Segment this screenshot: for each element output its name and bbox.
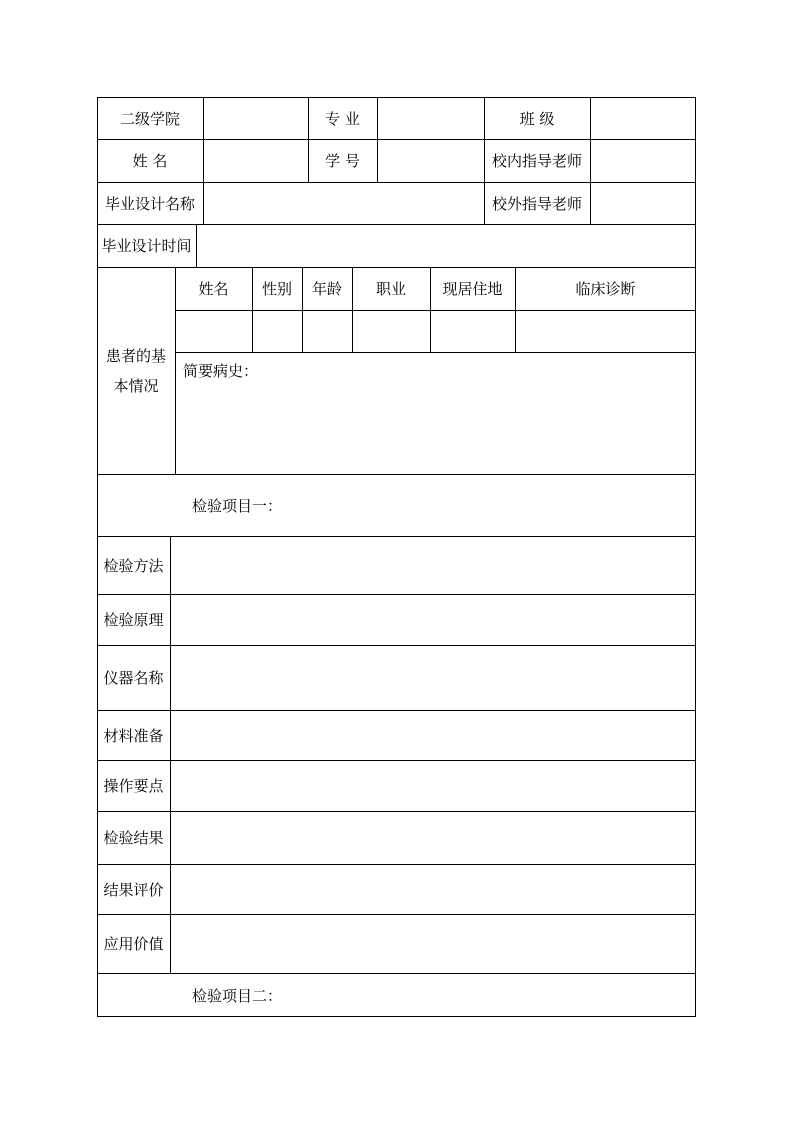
name-field[interactable]	[204, 140, 308, 182]
design-title-label: 毕业设计名称	[104, 194, 195, 213]
materials-field[interactable]	[171, 711, 696, 760]
method-field[interactable]	[171, 537, 696, 594]
patient-gender-field[interactable]	[253, 311, 302, 352]
field-label: 操作要点	[103, 777, 164, 795]
name-label: 姓 名	[132, 152, 168, 170]
principle-field[interactable]	[171, 595, 696, 645]
patient-diagnosis-field[interactable]	[516, 311, 696, 352]
patient-column-header: 职业	[375, 280, 406, 298]
patient-age-field[interactable]	[303, 311, 352, 352]
patient-column-header: 姓名	[198, 280, 229, 298]
patient-column-header: 现居住地	[442, 280, 503, 298]
student-id-label: 学 号	[325, 152, 360, 170]
patient-residence-field[interactable]	[431, 311, 515, 352]
design-time-label: 毕业设计时间	[101, 237, 192, 255]
patient-name-field[interactable]	[176, 311, 252, 352]
class-label: 班 级	[519, 109, 555, 128]
evaluation-field[interactable]	[171, 865, 696, 914]
history-label: 简要病史：	[183, 362, 259, 380]
major-label: 专 业	[325, 109, 360, 128]
patient-column-header: 临床诊断	[575, 280, 636, 298]
internal-advisor-label: 校内指导老师	[491, 152, 582, 170]
field-label: 结果评价	[103, 880, 164, 899]
external-advisor-label: 校外指导老师	[491, 194, 582, 213]
test-item-one-title: 检验项目一：	[192, 497, 283, 515]
test-item-two-title: 检验项目二：	[192, 987, 283, 1005]
row-divider	[97, 474, 696, 475]
application-value-field[interactable]	[171, 915, 696, 973]
row-divider	[175, 352, 696, 353]
instrument-field[interactable]	[171, 646, 696, 710]
design-title-field[interactable]	[204, 183, 484, 224]
student-id-field[interactable]	[378, 140, 484, 182]
field-label: 应用价值	[103, 935, 164, 953]
row-divider	[97, 973, 696, 974]
history-field[interactable]	[176, 384, 696, 474]
college-field[interactable]	[204, 98, 308, 139]
internal-advisor-field[interactable]	[591, 140, 696, 182]
key-steps-field[interactable]	[171, 761, 696, 811]
patient-column-header: 性别	[261, 280, 292, 298]
class-field[interactable]	[591, 98, 696, 139]
external-advisor-field[interactable]	[591, 183, 696, 224]
field-label: 检验方法	[103, 556, 164, 575]
field-label: 检验结果	[103, 829, 164, 847]
field-label: 仪器名称	[103, 669, 164, 687]
design-time-field[interactable]	[197, 225, 696, 267]
patient-section-label: 患者的基本情况	[105, 346, 166, 395]
major-field[interactable]	[378, 98, 484, 139]
college-label: 二级学院	[119, 109, 180, 128]
field-label: 材料准备	[103, 726, 164, 745]
field-label: 检验原理	[103, 611, 164, 629]
patient-column-header: 年龄	[311, 280, 342, 298]
patient-occupation-field[interactable]	[353, 311, 430, 352]
result-field[interactable]	[171, 812, 696, 864]
